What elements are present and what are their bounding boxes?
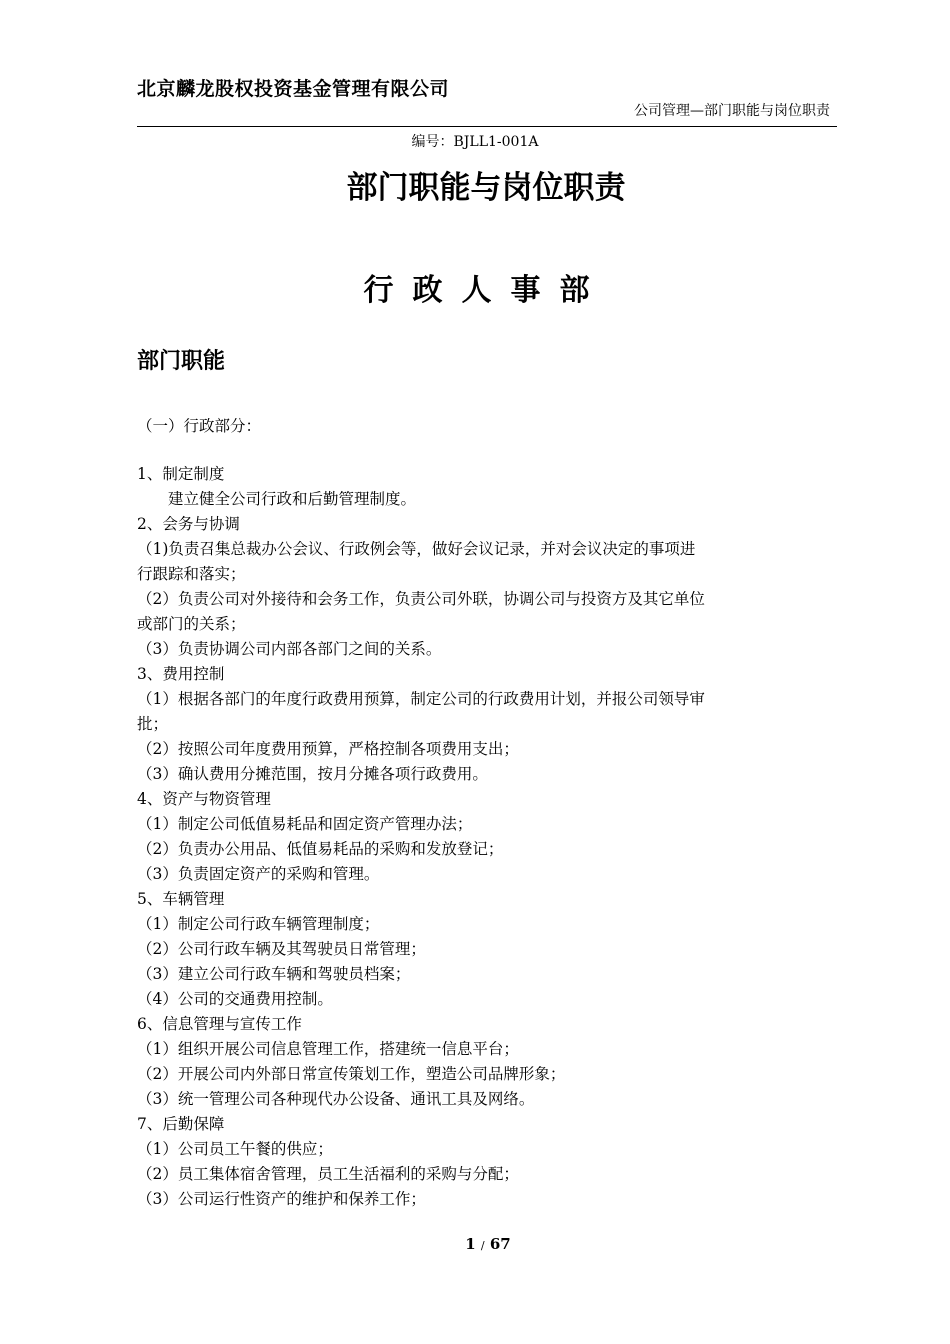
item-text: （2）按照公司年度费用预算，严格控制各项费用支出； (137, 740, 519, 758)
item-text: （1)负责召集总裁办公会议、行政例会等，做好会议记录，并对会议决定的事项进 (137, 540, 696, 558)
item-text-continuation: 批； (137, 715, 169, 733)
item-heading: 3、费用控制 (137, 665, 225, 683)
header-section-path: 公司管理—部门职能与岗位职责 (634, 103, 830, 119)
page-current: 1 (465, 1235, 476, 1253)
item-text-continuation: 或部门的关系； (137, 615, 246, 633)
document-number: 编号：BJLL1-001A (411, 134, 539, 150)
document-title: 部门职能与岗位职责 (346, 170, 626, 206)
item-heading: 6、信息管理与宣传工作 (137, 1015, 302, 1033)
page-total: 67 (489, 1235, 511, 1253)
item-text: 建立健全公司行政和后勤管理制度。 (168, 490, 417, 508)
part-heading: （一）行政部分： (137, 417, 262, 435)
item-text: （3）负责协调公司内部各部门之间的关系。 (137, 640, 442, 658)
department-title: 行政人事部 (363, 273, 609, 308)
section-heading: 部门职能 (137, 349, 226, 374)
item-heading: 7、后勤保障 (137, 1115, 225, 1133)
item-text: （3）确认费用分摊范围，按月分摊各项行政费用。 (137, 765, 488, 783)
item-heading: 5、车辆管理 (137, 890, 225, 908)
header-divider (137, 126, 837, 127)
item-text: （2）负责公司对外接待和会务工作，负责公司外联，协调公司与投资方及其它单位 (137, 590, 705, 608)
item-text: （1）根据各部门的年度行政费用预算，制定公司的行政费用计划，并报公司领导审 (137, 690, 705, 708)
item-heading: 4、资产与物资管理 (137, 790, 271, 808)
item-text: （2）员工集体宿舍管理，员工生活福利的采购与分配； (137, 1165, 519, 1183)
page-number (0, 1235, 950, 1253)
item-text-continuation: 行跟踪和落实； (137, 565, 246, 583)
item-text: （3）统一管理公司各种现代办公设备、通讯工具及网络。 (137, 1090, 535, 1108)
item-text: （3）公司运行性资产的维护和保养工作； (137, 1190, 426, 1208)
company-name: 北京麟龙股权投资基金管理有限公司 (137, 78, 450, 100)
item-text: （3）建立公司行政车辆和驾驶员档案； (137, 965, 411, 983)
item-text: （2）负责办公用品、低值易耗品的采购和发放登记； (137, 840, 504, 858)
item-text: （1）公司员工午餐的供应； (137, 1140, 333, 1158)
item-text: （3）负责固定资产的采购和管理。 (137, 865, 380, 883)
item-text: （1）制定公司行政车辆管理制度； (137, 915, 380, 933)
item-text: （2）公司行政车辆及其驾驶员日常管理； (137, 940, 426, 958)
item-text: （2）开展公司内外部日常宣传策划工作，塑造公司品牌形象； (137, 1065, 566, 1083)
item-heading: 2、会务与协调 (137, 515, 240, 533)
item-text: （1）制定公司低值易耗品和固定资产管理办法； (137, 815, 473, 833)
item-text: （4）公司的交通费用控制。 (137, 990, 333, 1008)
item-heading: 1、制定制度 (137, 465, 225, 483)
item-text: （1）组织开展公司信息管理工作，搭建统一信息平台； (137, 1040, 519, 1058)
body-text (137, 462, 839, 1212)
page-separator: / (480, 1239, 485, 1252)
